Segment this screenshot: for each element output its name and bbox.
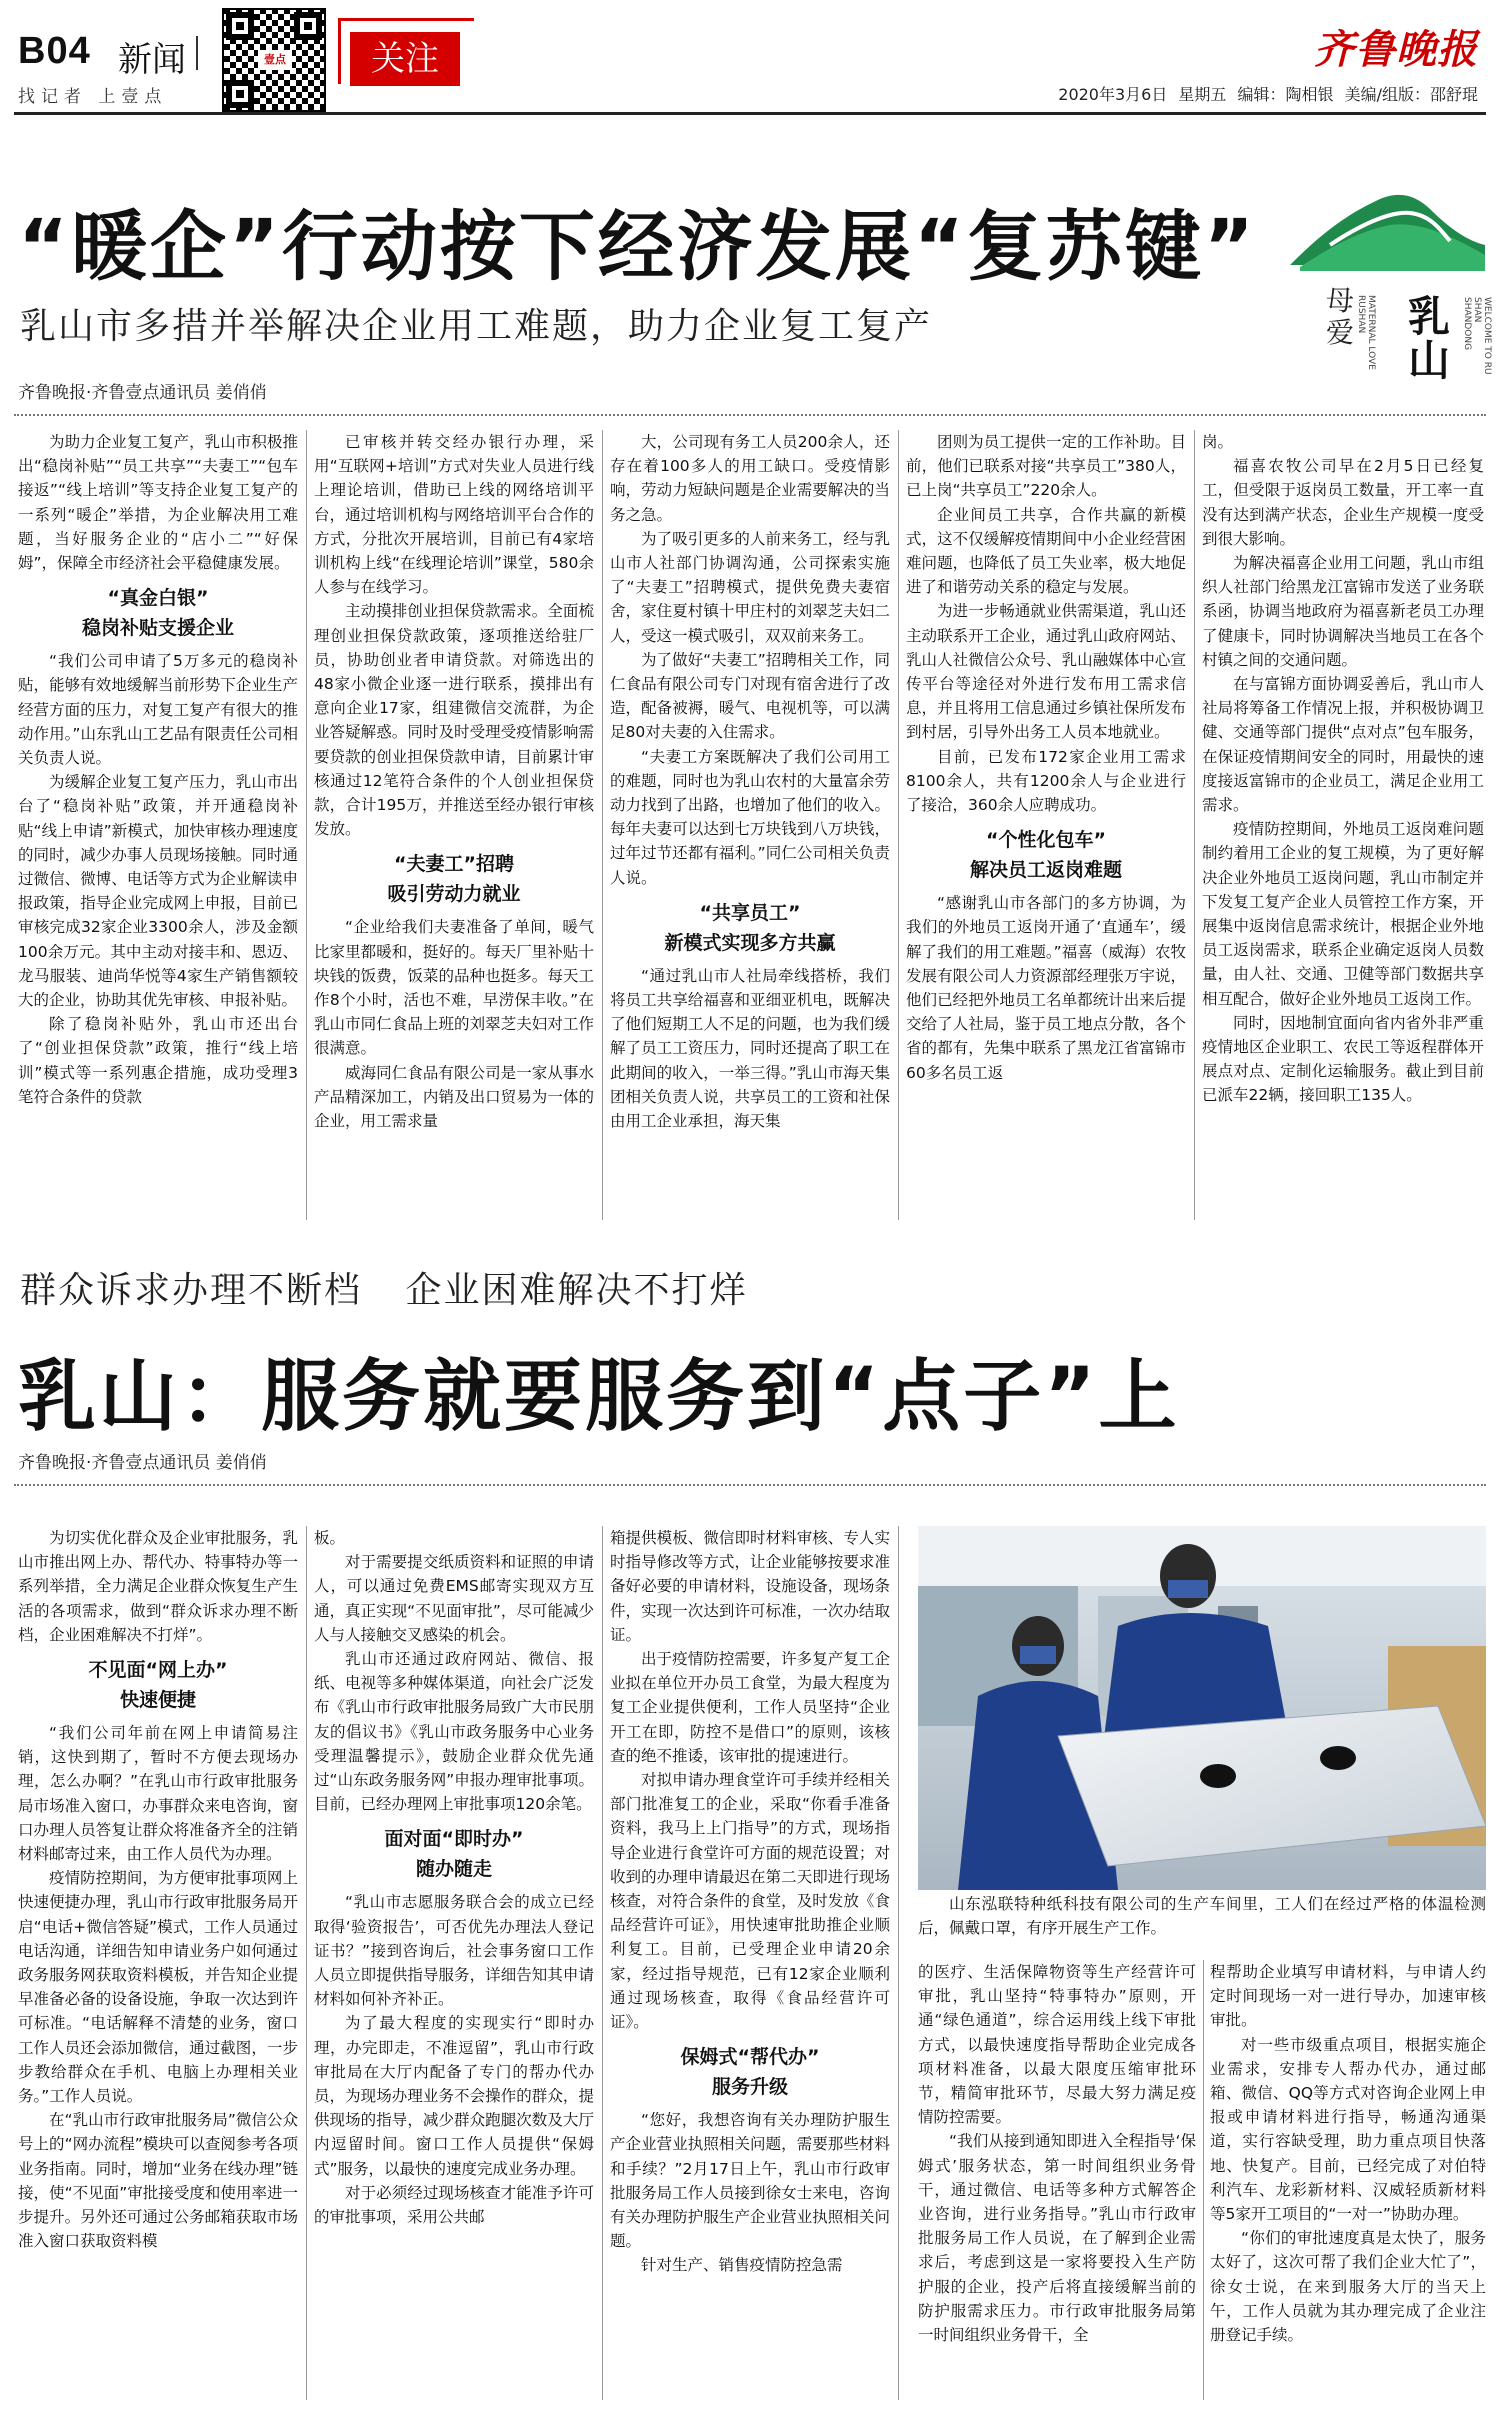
- mountain-logo-icon: [1290, 185, 1485, 295]
- paragraph: 箱提供模板、微信即时材料审核、专人实时指导修改等方式，让企业能够按要求准备好必要的申请材料，设施设备，现场条件，实现一次达到许可标准，一次办结取证。: [610, 1529, 890, 1644]
- paragraph: “通过乳山市人社局牵线搭桥，我们将员工共享给福喜和亚细亚机电，既解决了他们短期工人不足的问题，也为我们缓解了员工工资压力，同时还提高了职工在此期间的收入，一举三得。”乳山市海天集团相关负责人说，共享员工的工资和社保由用工企业承担，海天集: [610, 966, 890, 1131]
- article2-top-rule: [14, 1484, 1486, 1486]
- paragraph: “夫妻工方案既解决了我们公司用工的难题，同时也为乳山农村的大量富余劳动力找到了出路，也增加了他们的收入。每年夫妻可以达到七万块钱到八万块钱，过年过节还都有福利。”同仁公司相关负责人说。: [610, 747, 890, 887]
- logo-mu-text: 母爱: [1326, 284, 1355, 349]
- paragraph: 的医疗、生活保障物资等生产经营许可审批，乳山坚持“特事特办”原则，开通“绿色通道”，综合运用线上线下审批方式，以最快速度指导帮助企业完成各项材料准备，以最大限度压缩审批环节，精简审批环节，尽最大努力满足疫情防控需要。: [918, 1963, 1196, 2127]
- paragraph: 为助力企业复工复产，乳山市积极推出“稳岗补贴”“员工共享”“夫妻工”“包车接返”“线上培训”等支持企业复工复产的一系列“暖企”举措，为企业解决用工难题，当好服务企业的“店小二”“好保姆”，保障全市经济社会平稳健康发展。: [18, 433, 298, 573]
- paragraph: 对拟申请办理食堂许可手续并经相关部门批准复工的企业，采取“你看手准备资料，我马上上门指导”的方式，现场指导企业进行食堂许可方面的规范设置；对收到的办理申请最迟在第二天即进行现场核查，对符合条件的食堂，及时发放《食品经营许可证》，用快速审批助推企业顺利复工。目前，已受理企业申请20余家，经过指导规范，已有12家企业顺利通过现场核查，取得《食品经营许可证》。: [610, 1771, 890, 2032]
- paragraph: 已审核并转交经办银行办理，采用“互联网+培训”方式对失业人员进行线上理论培训，借助已上线的网络培训平台，通过培训机构与网络培训平台合作的方式，分批次开展培训，目前已有4家培训机构上线“在线理论培训”课堂，580余人参与在线学习。: [314, 433, 594, 597]
- subhead: “夫妻工”招聘: [394, 853, 514, 876]
- dateline: 2020年3月6日 星期五 编辑：陶相银 美编/组版：邵舒琨: [1058, 85, 1478, 104]
- article2-column-3: [610, 1526, 890, 2400]
- paragraph: 为了做好“夫妻工”招聘相关工作，同仁食品有限公司专门对现有宿舍进行了改造，配备被褥，暖气、电视机等，可以满足80对夫妻的入住需求。: [610, 650, 890, 742]
- paragraph: “我们从接到通知即进入全程指导‘保姆式’服务状态，第一时间组织业务骨干，通过微信、电话等多种方式解答企业咨询，进行业务指导。”乳山市行政审批服务局工作人员说，在了解到企业需求后，考虑到这是一家将要投入生产防护服的企业，投产后将直接缓解当前的防护服需求压力。市行政审批服务局第一时间组织业务骨干，全: [918, 2132, 1196, 2345]
- article2-column-1: [18, 1526, 298, 2400]
- paragraph: 为缓解企业复工复产压力，乳山市出台了“稳岗补贴”政策，并开通稳岗补贴“线上申请”新模式，加快审核办理速度的同时，减少办事人员现场接触。同时通过微信、微博、电话等方式为企业解读申报政策，指导企业完成网上申报，目前已审核完成32家企业3300余人，涉及金额100余万元。其中主动对接丰和、恩迈、龙马服装、迪尚华悦等4家生产销售额较大的企业，协助其优先审核、申报补贴。: [18, 773, 298, 1010]
- article2-byline: 齐鲁晚报·齐鲁壹点通讯员 姜俏俏: [18, 1453, 267, 1473]
- logo-en2-text: WELCOME TO RU SHAN SHANDONG: [1462, 297, 1492, 375]
- subhead: “真金白银”: [107, 587, 209, 610]
- paragraph: “您好，我想咨询有关办理防护服生产企业营业执照相关问题，需要那些材料和手续？”2月17日上午，乳山市行政审批服务局工作人员接到徐女士来电，咨询有关办理防护服生产企业营业执照相关问题。: [610, 2111, 890, 2251]
- subhead: 稳岗补贴支援企业: [81, 617, 234, 640]
- paragraph: 企业间员工共享，合作共赢的新模式，这不仅缓解疫情期间中小企业经营困难问题，也降低了员工失业率，极大地促进了和谐劳动关系的稳定与发展。: [906, 505, 1186, 597]
- article1-column-2: [314, 430, 594, 1220]
- column-divider: [898, 1526, 899, 2400]
- page-code: B04: [18, 30, 91, 72]
- paragraph: 疫情防控期间，为方便审批事项网上快速便捷办理，乳山市行政审批服务局开启“电话+微信答疑”模式，工作人员通过电话沟通，详细告知申请业务户如何通过政务服务网获取资料模板，并告知企业提早准备必备的设备设施，争取一次达到许可标准。“电话解释不清楚的业务，窗口工作人员还会添加微信，通过截图，一步步教给群众在手机、电脑上办理相关业务。”工作人员说。: [18, 1869, 298, 2106]
- paragraph: 在与富锦方面协调妥善后，乳山市人社局将筹备工作情况上报，并积极协调卫健、交通等部门提供“点对点”包车服务，在保证疫情期间安全的同时，用最快的速度接返富锦市的企业员工，满足企业用工需求。: [1202, 675, 1484, 815]
- article2-column-2: [314, 1526, 594, 2400]
- paragraph: 主动摸排创业担保贷款需求。全面梳理创业担保贷款政策，逐项推送给驻厂员，协助创业者申请贷款。对筛选出的48家小微企业逐一进行联系，摸排出有意向企业17家，组建微信交流群，为企业答疑解惑。同时及时受理受疫情影响需要贷款的创业担保贷款申请，目前累计审核通过12笔符合条件的个人创业担保贷款，合计195万，并推送至经办银行审核发放。: [314, 602, 594, 839]
- article1-column-3: [610, 430, 890, 1220]
- paragraph: 为了吸引更多的人前来务工，经与乳山市人社部门协调沟通，公司探索实施了“夫妻工”招聘模式，提供免费夫妻宿舍，家住夏村镇十甲庄村的刘翠芝夫妇二人，受这一模式吸引，双双前来务工。: [610, 529, 890, 645]
- paragraph: 为进一步畅通就业供需渠道，乳山还主动联系开工企业，通过乳山政府网站、乳山人社微信公众号、乳山融媒体中心宣传平台等途径对外进行发布用工需求信息，并且将用工信息通过乡镇社保所发布到村居，引导外出务工人员本地就业。: [906, 602, 1186, 742]
- article2-kicker: 群众诉求办理不断档 企业困难解决不打烊: [20, 1270, 748, 1311]
- paragraph: 为了最大程度的实现实行“即时办理，办完即走，不准逗留”，乳山市行政审批局在大厅内配备了专门的帮办代办员，为现场办理业务不会操作的群众，提供现场的指导，减少群众跑腿次数及大厅内逗留时间。窗口工作人员提供“保姆式”服务，以最快的速度完成业务办理。: [314, 2014, 594, 2178]
- masthead-divider: [196, 36, 198, 70]
- paragraph: 程帮助企业填写申请材料，与申请人约定时间现场一对一进行导办，加速审核审批。: [1210, 1963, 1486, 2030]
- paragraph: “感谢乳山市各部门的多方协调，为我们的外地员工返岗开通了‘直通车’，缓解了我们的用工难题。”福喜（威海）农牧发展有限公司人力资源部经理张万宇说，他们已经把外地员工名单都统计出来后提交给了人社局，鉴于员工地点分散，各个省的都有，先集中联系了黑龙江省富锦市60多名员工返: [906, 894, 1186, 1082]
- qr-label: 壹点: [258, 50, 292, 70]
- paragraph: 疫情防控期间，外地员工返岗难问题制约着用工企业的复工规模，为了更好解决企业外地员工返岗问题，乳山市制定并下发复工复产企业人员管控工作方案，开展集中返岗信息需求统计，根据企业外地员工返岗需求，联系企业确定返岗人员数量，由人社、交通、卫健等部门数据共享相互配合，做好企业外地员工返岗工作。: [1202, 820, 1484, 1008]
- paragraph: “我们公司申请了5万多元的稳岗补贴，能够有效地缓解当前形势下企业生产经营方面的压力，对复工复产有很大的推动作用。”山东乳山工艺品有限责任公司相关负责人说。: [18, 652, 298, 768]
- paragraph: 目前，已发布172家企业用工需求8100余人，共有1200余人与企业进行了接洽，360余人应聘成功。: [906, 747, 1186, 815]
- column-divider: [1194, 430, 1195, 1220]
- paragraph: “你们的审批速度真是太快了，服务太好了，这次可帮了我们企业大忙了”，徐女士说，在来到服务大厅的当天上午，工作人员就为其办理完成了企业注册登记手续。: [1210, 2229, 1486, 2345]
- column-divider: [306, 1526, 307, 2400]
- column-divider: [602, 1526, 603, 2400]
- subhead: 服务升级: [711, 2076, 788, 2099]
- section-tag: 关注: [350, 32, 460, 86]
- workers-photo-icon: [918, 1526, 1486, 1890]
- paragraph: 福喜农牧公司早在2月5日已经复工，但受限于返岗员工数量，开工率一直没有达到满产状态，企业生产规模一度受到很大影响。: [1202, 457, 1484, 548]
- subhead: 面对面“即时办”: [384, 1828, 524, 1851]
- slogan: 找记者 上壹点: [18, 87, 168, 107]
- masthead: [0, 0, 1500, 130]
- photo-caption: 山东泓联特种纸科技有限公司的生产车间里，工人们在经过严格的体温检测后，佩戴口罩，有序开展生产工作。: [918, 1895, 1486, 1937]
- column-divider: [602, 430, 603, 1220]
- rushan-logo: [1290, 185, 1492, 385]
- article1-headline: “暖企”行动按下经济发展“复苏键”: [18, 202, 1257, 291]
- paragraph: 岗。: [1202, 433, 1234, 451]
- paragraph: 为切实优化群众及企业审批服务，乳山市推出网上办、帮代办、特事特办等一系列举措，全力满足企业群众恢复生产生活的各项需求，做到“群众诉求办理不断档，企业困难解决不打烊”。: [18, 1529, 298, 1644]
- factory-photo: [918, 1526, 1486, 1890]
- paragraph: 大，公司现有务工人员200余人，还存在着100多人的用工缺口。受疫情影响，劳动力短缺问题是企业需要解决的当务之急。: [610, 433, 890, 524]
- paper-logo: 齐鲁晚报: [1314, 26, 1478, 73]
- logo-en-text: MATERNAL LOVE RUSHAN: [1356, 295, 1376, 370]
- subhead: 保姆式“帮代办”: [680, 2046, 820, 2069]
- article1-column-5: [1202, 430, 1484, 1220]
- article2-headline: 乳山：服务就要服务到“点子”上: [18, 1352, 1180, 1442]
- paragraph: 针对生产、销售疫情防控急需: [641, 2256, 843, 2275]
- subhead: 吸引劳动力就业: [387, 883, 521, 906]
- column-divider: [898, 430, 899, 1220]
- article2-column-5: [1210, 1960, 1486, 2400]
- paragraph: 出于疫情防控需要，许多复产复工企业拟在单位开办员工食堂，为最大程度为复工企业提供便利，工作人员坚持“企业开工在即，防控不是借口”的原则，该核查的绝不推诿，该审批的提速进行。: [610, 1650, 890, 1765]
- paragraph: 对于需要提交纸质资料和证照的申请人，可以通过免费EMS邮寄实现双方互通，真正实现“不见面审批”，尽可能减少人与人接触交叉感染的机会。: [314, 1553, 594, 1644]
- subhead: 随办随走: [415, 1858, 492, 1881]
- paragraph: “企业给我们夫妻准备了单间，暖气比家里都暖和，挺好的。每天厂里补贴十块钱的饭费，饭菜的品种也挺多。每天工作8个小时，活也不难，早涝保丰收。”在乳山市同仁食品上班的刘翠芝夫妇对工作很满意。: [314, 918, 594, 1058]
- paragraph: 同时，因地制宜面向省内省外非严重疫情地区企业职工、农民工等返程群体开展点对点、定制化运输服务。截止到目前已派车22辆，接回职工135人。: [1202, 1013, 1484, 1105]
- masthead-rule: [14, 112, 1486, 115]
- paragraph: 对一些市级重点项目，根据实施企业需求，安排专人帮办代办，通过邮箱、微信、QQ等方式对咨询企业网上申报或申请材料进行指导，畅通沟通渠道，实行容缺受理，助力重点项目快落地、快复产。目前，已经完成了对伯特利汽车、龙彩新材料、汉威轻质新材料等5家开工项目的“一对一”协助办理。: [1210, 2035, 1486, 2224]
- paragraph: 威海同仁食品有限公司是一家从事水产品精深加工，内销及出口贸易为一体的企业，用工需求量: [314, 1063, 594, 1131]
- article1-subheadline: 乳山市多措并举解决企业用工难题，助力企业复工复产: [20, 306, 933, 347]
- subhead: “个性化包车”: [986, 829, 1106, 852]
- subhead: 不见面“网上办”: [88, 1659, 228, 1682]
- subhead: 快速便捷: [119, 1689, 196, 1712]
- paragraph: 对于必须经过现场核查才能准予许可的审批事项，采用公共邮: [314, 2183, 594, 2227]
- paragraph: “我们公司年前在网上申请简易注销，这快到期了，暂时不方便去现场办理，怎么办啊？”在乳山市行政审批服务局市场准入窗口，办事群众来电咨询，窗口办理人员答复让群众将准备齐全的注销材料邮寄过来，由工作人员代为办理。: [18, 1724, 298, 1864]
- paragraph: 在“乳山市行政审批服务局”微信公众号上的“网办流程”模块可以查阅参考各项业务指南。同时，增加“业务在线办理”链接，使“不见面”审批接受度和使用率进一步提升。另外还可通过公务邮箱获取市场准入窗口获取资料模: [18, 2111, 298, 2251]
- paragraph: 除了稳岗补贴外，乳山市还出台了“创业担保贷款”政策，推行“线上培训”模式等一系列惠企措施，成功受理3笔符合条件的贷款: [18, 1015, 298, 1106]
- paragraph: 为解决福喜企业用工问题，乳山市组织人社部门给黑龙江富锦市发送了业务联系函，协调当地政府为福喜新老员工办理了健康卡，同时协调解决当地员工在各个村镇之间的交通问题。: [1202, 554, 1484, 669]
- subhead: “共享员工”: [699, 901, 801, 924]
- subhead: 解决员工返岗难题: [969, 859, 1122, 882]
- article1-column-4: [906, 430, 1186, 1220]
- paragraph: 板。: [314, 1529, 346, 1547]
- article1-top-rule: [14, 414, 1486, 416]
- column-divider: [1203, 1960, 1204, 2400]
- subhead: 新模式实现多方共赢: [664, 931, 836, 954]
- logo-ru-text: 乳山: [1408, 292, 1451, 385]
- article2-column-4: [918, 1960, 1196, 2400]
- paragraph: 团则为员工提供一定的工作补助。目前，他们已联系对接“共享员工”380人，已上岗“共享员工”220余人。: [906, 433, 1186, 500]
- article1-column-1: [18, 430, 298, 1220]
- paragraph: 乳山市还通过政府网站、微信、报纸、电视等多种媒体渠道，向社会广泛发布《乳山市行政审批服务局致广大市民朋友的倡议书》《乳山市政务服务中心业务受理温馨提示》，鼓励企业群众优先通过“山东政务服务网”申报办理审批事项。目前，已经办理网上审批事项120余笔。: [314, 1650, 594, 1814]
- column-divider: [306, 430, 307, 1220]
- qr-code-icon: [222, 8, 326, 112]
- paragraph: “乳山市志愿服务联合会的成立已经取得‘验资报告’，可否优先办理法人登记证书？”接到咨询后，社会事务窗口工作人员立即提供指导服务，详细告知其申请材料如何补齐补正。: [314, 1893, 594, 2009]
- section-name: 新闻: [118, 40, 186, 80]
- article1-byline: 齐鲁晚报·齐鲁壹点通讯员 姜俏俏: [18, 383, 267, 403]
